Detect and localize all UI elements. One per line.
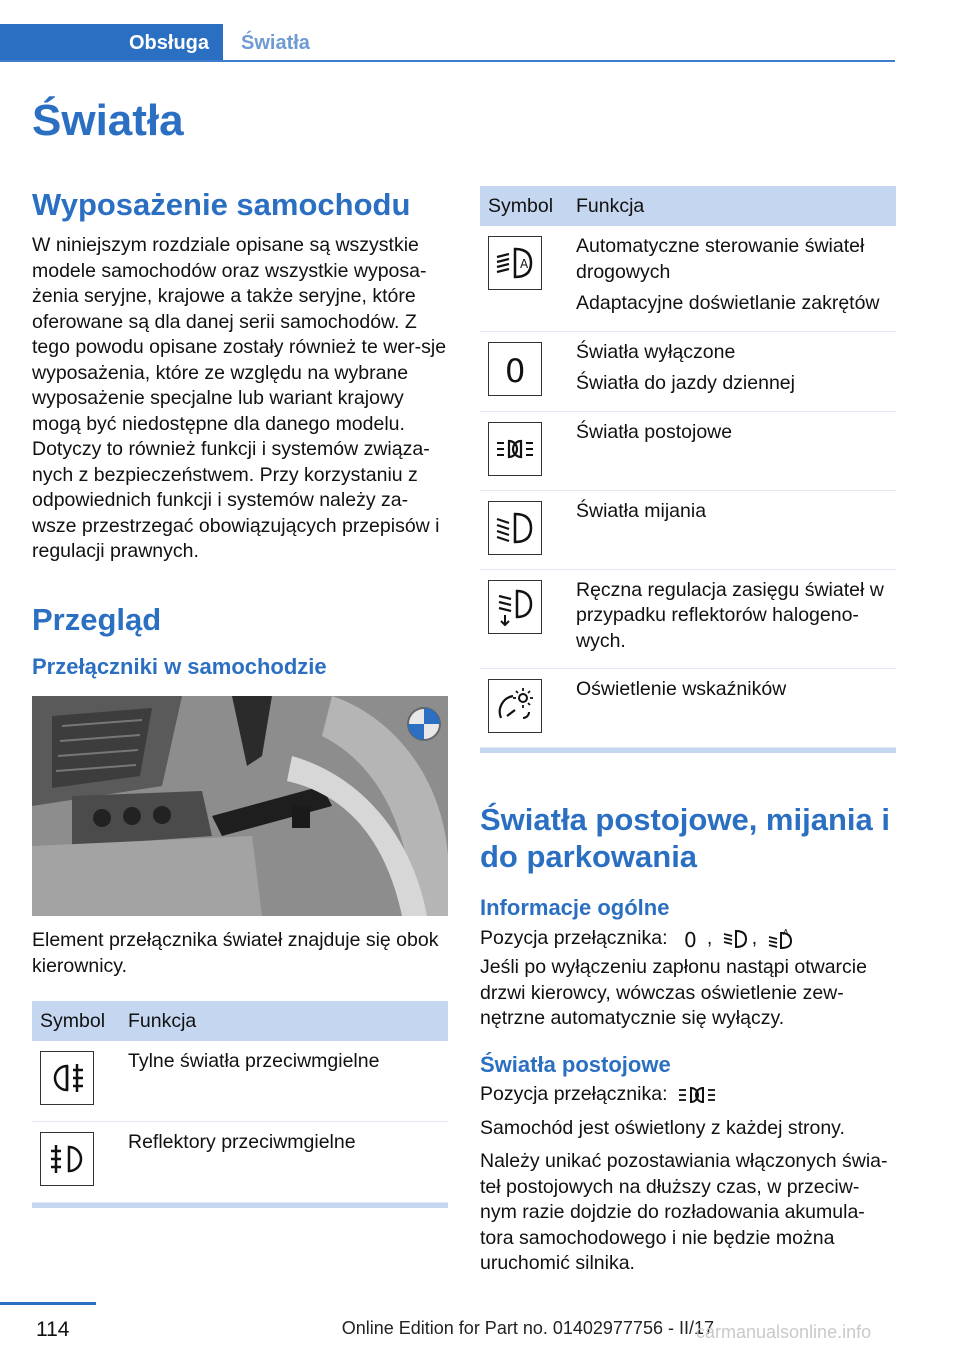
- switch-position-label: Pozycja przełącznika:: [480, 926, 668, 949]
- table-cell-function: [568, 411, 896, 490]
- left-symbol-table: [32, 1001, 448, 1203]
- table-end-bar: [32, 1203, 448, 1208]
- function-line: Światła postojowe: [576, 420, 733, 443]
- table-cell-function: [568, 331, 896, 411]
- table-row: [480, 226, 896, 331]
- table-row: [480, 490, 896, 569]
- function-line: Światła mijania: [576, 499, 707, 522]
- left-column: [32, 186, 448, 1208]
- dashboard-illustration: [32, 696, 448, 916]
- svg-text:0: 0: [683, 927, 697, 950]
- table-row: [480, 331, 896, 411]
- separator: ,: [706, 926, 713, 949]
- col-header-funkcja: Funkcja: [120, 1001, 448, 1041]
- headlight-range-icon: [488, 580, 542, 634]
- switch-position-label: Pozycja przełącznika:: [480, 1083, 668, 1106]
- photo-caption: Element przełącznika świateł znajduje się obok kierownicy.: [32, 929, 439, 977]
- section-title-swiatla-postojowe: Światła postojowe, mijania i do parkowania: [480, 802, 890, 875]
- svg-text:0: 0: [505, 351, 526, 390]
- table-cell-function: [568, 569, 896, 669]
- function-line: Automatyczne sterowanie świateł drogowych: [576, 235, 865, 283]
- table-cell-function: Reflektory przeciwmgielne: [120, 1122, 448, 1203]
- switch-position-line: [480, 1082, 896, 1108]
- tab-obsluga[interactable]: Obsługa: [0, 24, 223, 62]
- col-header-symbol: Symbol: [480, 186, 568, 226]
- front-fog-light-icon: [40, 1132, 94, 1186]
- table-cell-function: [568, 226, 896, 331]
- function-line: Ręczna regulacja zasięgu świateł w przypadku reflektorów halogeno-wych.: [576, 578, 884, 652]
- rear-fog-light-icon: [40, 1051, 94, 1105]
- table-row: [32, 1122, 448, 1203]
- col-header-symbol: Symbol: [32, 1001, 120, 1041]
- function-line: Oświetlenie wskaźników: [576, 678, 787, 700]
- low-beam-icon: [488, 501, 542, 555]
- table-row: [32, 1041, 448, 1122]
- svg-text:A: A: [782, 927, 789, 937]
- table-row: [480, 569, 896, 669]
- section-text-wyposazenie: W niniejszym rozdziale opisane są wszystkie modele samochodów oraz wszystkie wyposa-żenia seryjne, krajowe a także seryjne, które oferowane są dla danej serii samochodów. Z tego powodu opisane zostały również te wer-sje wyposażenia, które ze względu na wybrane wyposażenie specjalne lub wariant krajowy mogą być niedostępne dla danego modelu. Dotyczy to również funkcji i systemów związa-nych z bezpieczeństwem. Przy korzystaniu z odpowiednich funkcji i systemów należy za-wsze przestrzegać obowiązujących przepisów i regulacji prawnych.: [32, 234, 447, 563]
- page-number: 114: [36, 1318, 70, 1341]
- subsection-title-informacje: Informacje ogólne: [480, 895, 670, 921]
- tab-swiatla[interactable]: Światła: [241, 32, 310, 54]
- table-cell-function: Tylne światła przeciwmgielne: [120, 1041, 448, 1122]
- svg-text:A: A: [520, 257, 529, 271]
- header-divider: [0, 60, 895, 62]
- watermark: carmanualsonline.info: [696, 1322, 872, 1342]
- function-line: Adaptacyjne doświetlanie zakrętów: [576, 292, 880, 314]
- table-row: [480, 411, 896, 490]
- table-row: [480, 669, 896, 748]
- auto-light-icon: [767, 928, 793, 950]
- parking-lights-icon: [677, 1084, 717, 1106]
- section-title-wyposazenie: Wyposażenie samochodu: [32, 187, 411, 222]
- lights-off-icon: [677, 928, 703, 950]
- section-title-przeglad: Przegląd: [32, 601, 162, 637]
- function-line: Światła do jazdy dziennej: [576, 372, 795, 394]
- subsection-title-postojowe: Światła postojowe: [480, 1051, 671, 1077]
- table-cell-function: [568, 669, 896, 748]
- separator: ,: [751, 926, 758, 949]
- col-header-funkcja: Funkcja: [568, 186, 896, 226]
- edition-footer: Online Edition for Part no. 01402977756 - II/17: [341, 1318, 714, 1338]
- switch-position-line: [480, 926, 896, 952]
- dashboard-photo: [32, 696, 448, 916]
- page-number-bar: [0, 1302, 96, 1305]
- instrument-lighting-icon: [488, 679, 542, 733]
- header-bar: [0, 24, 895, 62]
- table-end-bar: [480, 748, 896, 753]
- section-text-postojowe-2: Należy unikać pozostawiania włączonych świa-teł postojowych na dłuższy czas, w przeciw-nym razie dojdzie do rozładowania akumula-tora samochodowego i nie będzie można uruchomić silnika.: [480, 1150, 888, 1275]
- right-symbol-table: [480, 186, 896, 748]
- low-beam-icon: [722, 928, 748, 950]
- auto-high-beam-icon: [488, 236, 542, 290]
- page-title: Światła: [32, 96, 184, 145]
- section-text-informacje: Jeśli po wyłączeniu zapłonu nastąpi otwarcie drzwi kierowcy, wówczas oświetlenie zew-nętrzne automatycznie się wyłączy.: [480, 956, 867, 1030]
- lights-off-icon: [488, 342, 542, 396]
- right-column: [480, 186, 896, 1277]
- table-cell-function: [568, 490, 896, 569]
- subsection-title-przelaczniki: Przełączniki w samochodzie: [32, 653, 327, 679]
- function-line: Światła wyłączone: [576, 340, 736, 363]
- parking-lights-icon: [488, 422, 542, 476]
- section-text-postojowe-1: Samochód jest oświetlony z każdej strony.: [480, 1116, 845, 1139]
